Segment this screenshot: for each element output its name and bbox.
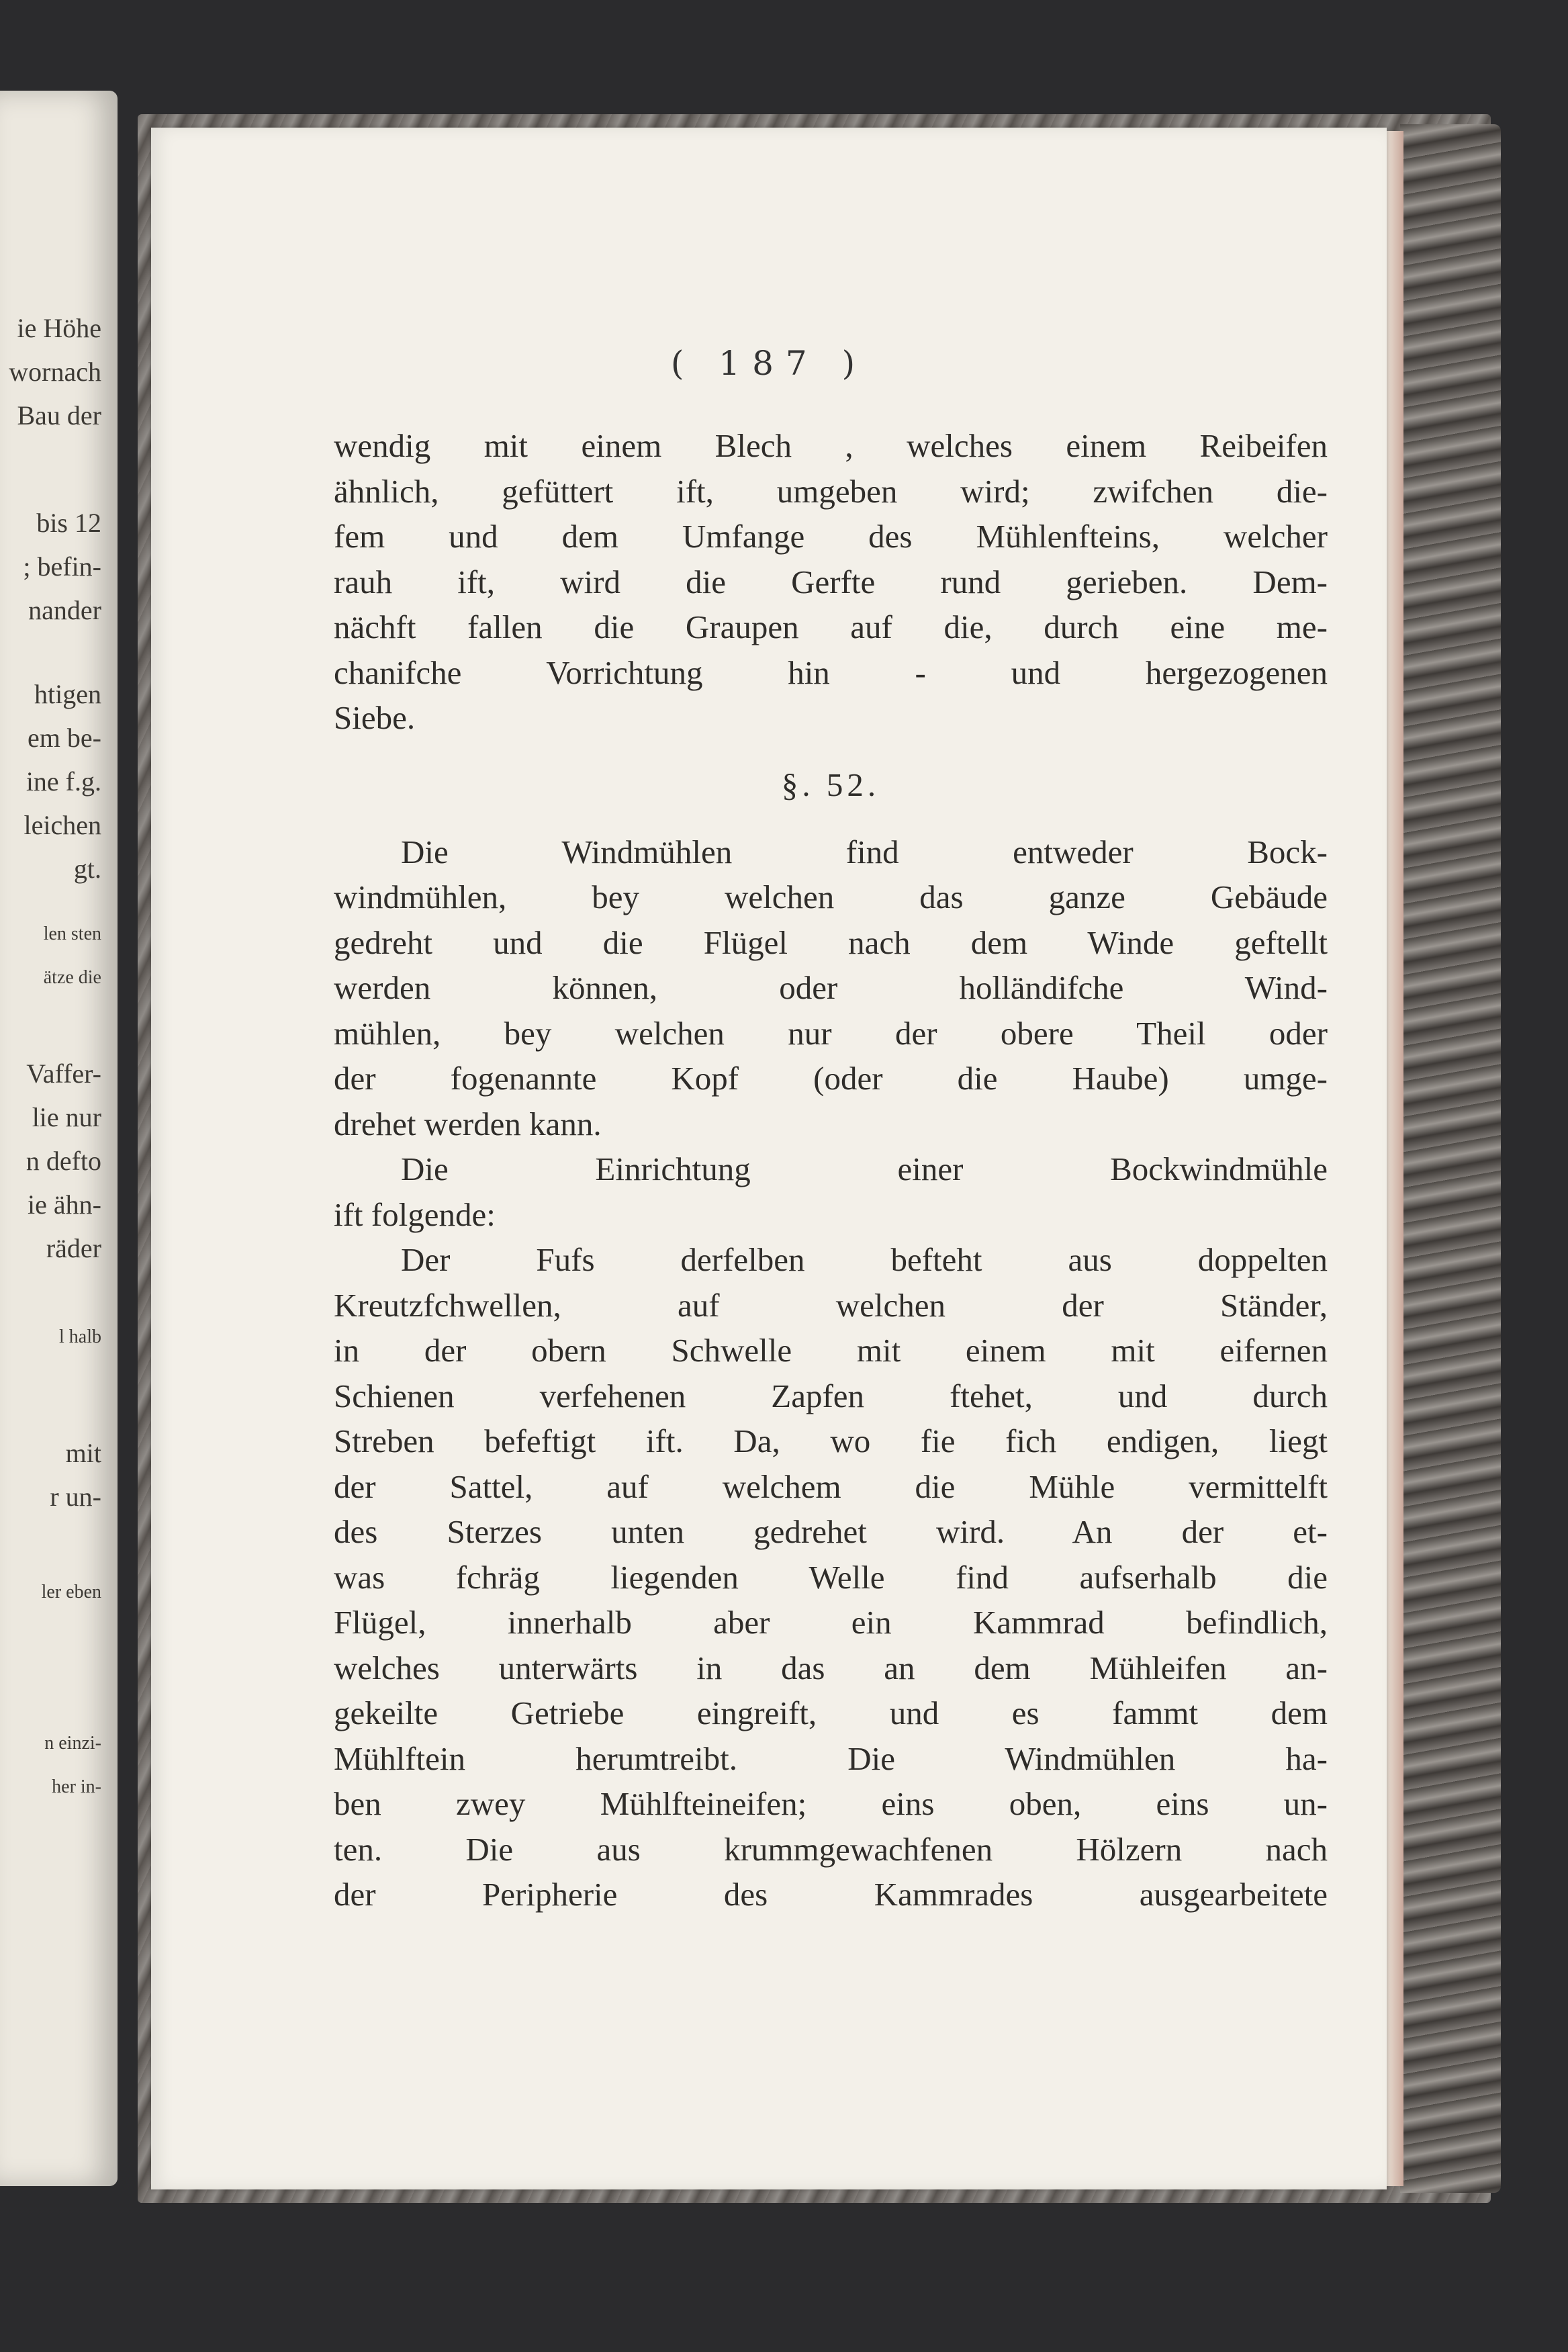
text-line: Flügel, innerhalb aber ein Kammrad befindlich,: [334, 1604, 1328, 1641]
text-line: welches unterwärts in das an dem Mühleifen an-: [334, 1649, 1328, 1686]
text-line: Die Einrichtung einer Bockwindmühle: [401, 1150, 1328, 1187]
text-line: wendig mit einem Blech , welches einem Reibeifen: [334, 427, 1328, 464]
text-line: nächft fallen die Graupen auf die, durch eine me-: [334, 608, 1328, 645]
text-line: Kreutzfchwellen, auf welchen der Ständer,: [334, 1286, 1328, 1324]
text-line: was fchräg liegenden Welle find aufserhalb die: [334, 1558, 1328, 1596]
left-page-fragment: Vaffer-: [26, 1058, 101, 1089]
text-line: der Sattel, auf welchem die Mühle vermittelft: [334, 1467, 1328, 1505]
left-page-fragment: gt.: [73, 854, 101, 884]
book-spine-edge: [1400, 124, 1501, 2193]
text-line: Mühlftein herumtreibt. Die Windmühlen ha-: [334, 1739, 1328, 1777]
text-line: ift folgende:: [334, 1195, 496, 1233]
text-line: ten. Die aus krummgewachfenen Hölzern nach: [334, 1830, 1328, 1868]
left-page-fragment: nander: [28, 595, 101, 625]
text-line: Siebe.: [334, 699, 416, 736]
left-page-fragment: htigen: [34, 679, 101, 709]
left-page-fragment: em be-: [28, 723, 101, 753]
left-page-fragment: bis 12: [36, 508, 101, 538]
left-page-fragment: lie nur: [32, 1102, 101, 1132]
text-line: Schienen verfehenen Zapfen ftehet, und durch: [334, 1377, 1328, 1414]
text-line: gedreht und die Flügel nach dem Winde geftellt: [334, 923, 1328, 961]
text-line: drehet werden kann.: [334, 1105, 602, 1142]
left-facing-page: [0, 91, 118, 2186]
left-page-fragment: r un-: [50, 1482, 101, 1512]
text-line: in der obern Schwelle mit einem mit eifernen: [334, 1332, 1328, 1369]
text-line: werden können, oder holländifche Wind-: [334, 969, 1328, 1006]
left-page-fragment: ätze die: [43, 967, 101, 988]
left-page-fragment: n einzi-: [44, 1733, 101, 1754]
text-line: chanifche Vorrichtung hin - und hergezogenen: [334, 653, 1328, 691]
text-line: mühlen, bey welchen nur der obere Theil oder: [334, 1014, 1328, 1052]
text-line: des Sterzes unten gedrehet wird. An der et-: [334, 1513, 1328, 1550]
left-page-fragment: leichen: [24, 810, 101, 840]
left-page-fragment: len sten: [43, 923, 101, 944]
text-line: windmühlen, bey welchen das ganze Gebäude: [334, 878, 1328, 915]
page-number-header: ( 187 ): [670, 344, 868, 383]
text-line: gekeilte Getriebe eingreift, und es fammt dem: [334, 1694, 1328, 1731]
text-line: fem und dem Umfange des Mühlenfteins, welcher: [334, 518, 1328, 555]
text-line: ähnlich, gefüttert ift, umgeben wird; zwifchen die-: [334, 472, 1328, 510]
text-line: Streben befeftigt ift. Da, wo fie fich endigen, liegt: [334, 1422, 1328, 1459]
text-line: ben zwey Mühlfteineifen; eins oben, eins un-: [334, 1785, 1328, 1822]
left-page-fragment: n defto: [26, 1146, 101, 1176]
left-page-fragment: Bau der: [17, 400, 101, 431]
text-line: der fogenannte Kopf (oder die Haube) umge-: [334, 1060, 1328, 1097]
left-page-fragment: ine f.g.: [26, 766, 101, 797]
text-line: rauh ift, wird die Gerfte rund gerieben. Dem-: [334, 563, 1328, 600]
book-page: [151, 128, 1387, 2189]
left-page-fragment: mit: [65, 1438, 101, 1468]
left-page-fragment: ie ähn-: [28, 1189, 101, 1220]
body-text: [334, 423, 1328, 1917]
left-page-fragment: ; befin-: [23, 551, 101, 582]
left-page-fragment: her in-: [52, 1776, 101, 1797]
left-page-fragment: wornach: [9, 357, 101, 387]
text-line: Der Fufs derfelben befteht aus doppelten: [401, 1241, 1328, 1278]
left-page-fragment: l halb: [59, 1326, 101, 1347]
left-page-fragment: ie Höhe: [17, 313, 101, 343]
text-line: Die Windmühlen find entweder Bock-: [401, 833, 1328, 870]
left-page-fragment: räder: [46, 1233, 101, 1263]
left-page-fragment: ler eben: [41, 1582, 101, 1602]
section-heading: §. 52.: [781, 766, 880, 803]
text-line: der Peripherie des Kammrades ausgearbeitete: [334, 1876, 1328, 1913]
